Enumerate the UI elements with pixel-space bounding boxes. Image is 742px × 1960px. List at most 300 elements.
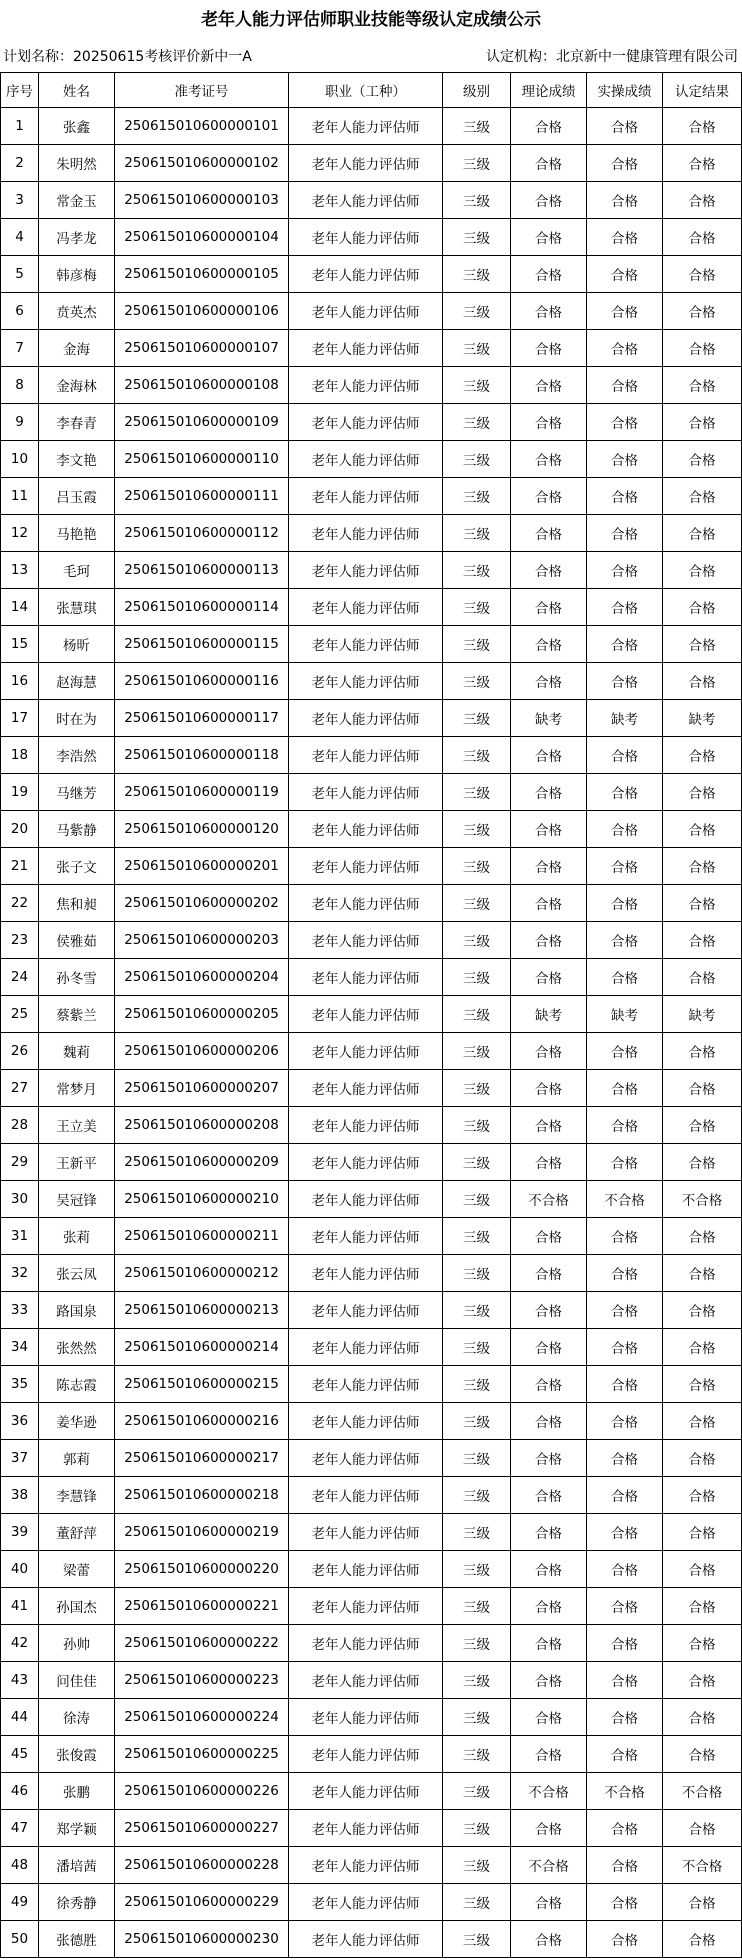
- cell-level: 三级: [443, 1773, 511, 1810]
- cell-theory-score: 合格: [511, 515, 587, 552]
- cell-seq: 44: [1, 1699, 39, 1736]
- cell-practical-score: 合格: [587, 922, 663, 959]
- cell-result: 合格: [663, 1329, 742, 1366]
- table-row: [1, 182, 742, 219]
- cell-theory-score: 合格: [511, 367, 587, 404]
- cell-practical-score: 合格: [587, 1588, 663, 1625]
- cell-occupation: 老年人能力评估师: [289, 1070, 443, 1107]
- table-row: [1, 1477, 742, 1514]
- cell-level: 三级: [443, 1514, 511, 1551]
- cell-exam-id: 250615010600000112: [115, 515, 289, 552]
- cell-exam-id: 250615010600000206: [115, 1033, 289, 1070]
- cell-practical-score: 合格: [587, 1662, 663, 1699]
- cell-result: 合格: [663, 1588, 742, 1625]
- cell-theory-score: 合格: [511, 1810, 587, 1847]
- cell-seq: 39: [1, 1514, 39, 1551]
- table-row: [1, 737, 742, 774]
- cell-name: 毛珂: [39, 552, 115, 589]
- cell-exam-id: 250615010600000120: [115, 811, 289, 848]
- cell-seq: 28: [1, 1107, 39, 1144]
- cell-theory-score: 合格: [511, 626, 587, 663]
- cell-practical-score: 缺考: [587, 700, 663, 737]
- cell-level: 三级: [443, 885, 511, 922]
- cell-practical-score: 合格: [587, 219, 663, 256]
- cell-result: 合格: [663, 1440, 742, 1477]
- header-name: 姓名: [39, 73, 115, 108]
- cell-result: 合格: [663, 1921, 742, 1958]
- cell-theory-score: 不合格: [511, 1181, 587, 1218]
- cell-practical-score: 合格: [587, 1736, 663, 1773]
- cell-name: 焦和昶: [39, 885, 115, 922]
- cell-level: 三级: [443, 552, 511, 589]
- cell-theory-score: 合格: [511, 1255, 587, 1292]
- header-result: 认定结果: [663, 73, 742, 108]
- cell-seq: 37: [1, 1440, 39, 1477]
- cell-occupation: 老年人能力评估师: [289, 367, 443, 404]
- cell-level: 三级: [443, 1625, 511, 1662]
- cell-name: 时在为: [39, 700, 115, 737]
- cell-result: 合格: [663, 848, 742, 885]
- cell-level: 三级: [443, 478, 511, 515]
- cell-name: 朱明然: [39, 145, 115, 182]
- cell-level: 三级: [443, 219, 511, 256]
- cell-result: 合格: [663, 663, 742, 700]
- cell-seq: 14: [1, 589, 39, 626]
- cell-level: 三级: [443, 182, 511, 219]
- cell-theory-score: 合格: [511, 1477, 587, 1514]
- cell-result: 缺考: [663, 700, 742, 737]
- cell-theory-score: 合格: [511, 959, 587, 996]
- cell-seq: 21: [1, 848, 39, 885]
- cell-practical-score: 合格: [587, 811, 663, 848]
- cell-occupation: 老年人能力评估师: [289, 1033, 443, 1070]
- cell-practical-score: 合格: [587, 1921, 663, 1958]
- table-row: [1, 922, 742, 959]
- cell-occupation: 老年人能力评估师: [289, 1107, 443, 1144]
- cell-level: 三级: [443, 1181, 511, 1218]
- cell-name: 侯雅茹: [39, 922, 115, 959]
- cell-result: 不合格: [663, 1181, 742, 1218]
- cell-result: 合格: [663, 811, 742, 848]
- cell-exam-id: 250615010600000218: [115, 1477, 289, 1514]
- cell-level: 三级: [443, 293, 511, 330]
- cell-theory-score: 合格: [511, 1144, 587, 1181]
- cell-seq: 48: [1, 1847, 39, 1884]
- cell-occupation: 老年人能力评估师: [289, 1810, 443, 1847]
- cell-theory-score: 合格: [511, 663, 587, 700]
- cell-occupation: 老年人能力评估师: [289, 441, 443, 478]
- cell-exam-id: 250615010600000103: [115, 182, 289, 219]
- cell-exam-id: 250615010600000208: [115, 1107, 289, 1144]
- cell-occupation: 老年人能力评估师: [289, 1255, 443, 1292]
- cell-result: 合格: [663, 404, 742, 441]
- cell-seq: 11: [1, 478, 39, 515]
- cell-result: 合格: [663, 959, 742, 996]
- cell-level: 三级: [443, 1218, 511, 1255]
- cell-occupation: 老年人能力评估师: [289, 293, 443, 330]
- cell-name: 郑学颖: [39, 1810, 115, 1847]
- cell-practical-score: 合格: [587, 1477, 663, 1514]
- cell-level: 三级: [443, 108, 511, 145]
- cell-theory-score: 合格: [511, 478, 587, 515]
- cell-result: 合格: [663, 1107, 742, 1144]
- cell-name: 郭莉: [39, 1440, 115, 1477]
- cell-name: 张云凤: [39, 1255, 115, 1292]
- cell-name: 李文艳: [39, 441, 115, 478]
- cell-seq: 18: [1, 737, 39, 774]
- cell-name: 马紫静: [39, 811, 115, 848]
- cell-result: 合格: [663, 1366, 742, 1403]
- cell-seq: 5: [1, 256, 39, 293]
- cell-name: 路国泉: [39, 1292, 115, 1329]
- cell-result: 合格: [663, 1144, 742, 1181]
- cell-theory-score: 合格: [511, 811, 587, 848]
- table-row: [1, 219, 742, 256]
- cell-occupation: 老年人能力评估师: [289, 959, 443, 996]
- cell-practical-score: 合格: [587, 1625, 663, 1662]
- cell-exam-id: 250615010600000226: [115, 1773, 289, 1810]
- cell-seq: 32: [1, 1255, 39, 1292]
- table-row: [1, 885, 742, 922]
- cell-seq: 40: [1, 1551, 39, 1588]
- cell-practical-score: 合格: [587, 959, 663, 996]
- cell-practical-score: 合格: [587, 404, 663, 441]
- cell-exam-id: 250615010600000102: [115, 145, 289, 182]
- cell-level: 三级: [443, 1144, 511, 1181]
- cell-practical-score: 合格: [587, 256, 663, 293]
- cell-name: 杨昕: [39, 626, 115, 663]
- cell-exam-id: 250615010600000205: [115, 996, 289, 1033]
- cell-practical-score: 合格: [587, 367, 663, 404]
- cell-exam-id: 250615010600000227: [115, 1810, 289, 1847]
- cell-theory-score: 合格: [511, 848, 587, 885]
- cell-seq: 25: [1, 996, 39, 1033]
- cell-exam-id: 250615010600000105: [115, 256, 289, 293]
- cell-theory-score: 合格: [511, 404, 587, 441]
- cell-seq: 19: [1, 774, 39, 811]
- cell-level: 三级: [443, 996, 511, 1033]
- table-row: [1, 1810, 742, 1847]
- cell-occupation: 老年人能力评估师: [289, 182, 443, 219]
- cell-practical-score: 合格: [587, 293, 663, 330]
- cell-name: 冯孝龙: [39, 219, 115, 256]
- cell-occupation: 老年人能力评估师: [289, 330, 443, 367]
- cell-level: 三级: [443, 1588, 511, 1625]
- table-row: [1, 626, 742, 663]
- cell-exam-id: 250615010600000209: [115, 1144, 289, 1181]
- cell-occupation: 老年人能力评估师: [289, 515, 443, 552]
- cell-occupation: 老年人能力评估师: [289, 1551, 443, 1588]
- header-practical-score: 实操成绩: [587, 73, 663, 108]
- cell-seq: 26: [1, 1033, 39, 1070]
- table-row: [1, 1292, 742, 1329]
- cell-practical-score: 合格: [587, 1810, 663, 1847]
- table-row: [1, 515, 742, 552]
- table-row: [1, 1218, 742, 1255]
- cell-result: 合格: [663, 1477, 742, 1514]
- cell-occupation: 老年人能力评估师: [289, 885, 443, 922]
- cell-result: 合格: [663, 330, 742, 367]
- cell-name: 李浩然: [39, 737, 115, 774]
- table-row: [1, 1514, 742, 1551]
- cell-seq: 13: [1, 552, 39, 589]
- cell-exam-id: 250615010600000222: [115, 1625, 289, 1662]
- cell-name: 张俊霞: [39, 1736, 115, 1773]
- cell-occupation: 老年人能力评估师: [289, 1366, 443, 1403]
- header-exam-id: 准考证号: [115, 73, 289, 108]
- cell-level: 三级: [443, 1477, 511, 1514]
- cell-practical-score: 合格: [587, 478, 663, 515]
- cell-level: 三级: [443, 959, 511, 996]
- cell-occupation: 老年人能力评估师: [289, 848, 443, 885]
- results-table: [0, 72, 742, 1958]
- table-row: [1, 1884, 742, 1921]
- cell-seq: 42: [1, 1625, 39, 1662]
- cell-theory-score: 合格: [511, 1403, 587, 1440]
- cell-occupation: 老年人能力评估师: [289, 774, 443, 811]
- cell-seq: 10: [1, 441, 39, 478]
- cell-result: 合格: [663, 1551, 742, 1588]
- meta-line: [0, 40, 742, 72]
- cell-practical-score: 合格: [587, 589, 663, 626]
- cell-result: 合格: [663, 515, 742, 552]
- cell-seq: 12: [1, 515, 39, 552]
- cell-occupation: 老年人能力评估师: [289, 1773, 443, 1810]
- cell-practical-score: 合格: [587, 1551, 663, 1588]
- header-occupation: 职业（工种）: [289, 73, 443, 108]
- cell-occupation: 老年人能力评估师: [289, 1477, 443, 1514]
- cell-exam-id: 250615010600000108: [115, 367, 289, 404]
- cell-seq: 24: [1, 959, 39, 996]
- cell-level: 三级: [443, 1810, 511, 1847]
- cell-seq: 1: [1, 108, 39, 145]
- cell-theory-score: 合格: [511, 1551, 587, 1588]
- cell-occupation: 老年人能力评估师: [289, 996, 443, 1033]
- cell-level: 三级: [443, 256, 511, 293]
- cell-level: 三级: [443, 1366, 511, 1403]
- cell-level: 三级: [443, 1033, 511, 1070]
- cell-name: 常梦月: [39, 1070, 115, 1107]
- header-seq: 序号: [1, 73, 39, 108]
- cell-exam-id: 250615010600000204: [115, 959, 289, 996]
- cell-seq: 36: [1, 1403, 39, 1440]
- table-row: [1, 330, 742, 367]
- cell-result: 合格: [663, 293, 742, 330]
- cell-theory-score: 合格: [511, 1625, 587, 1662]
- cell-practical-score: 合格: [587, 1329, 663, 1366]
- cell-occupation: 老年人能力评估师: [289, 1847, 443, 1884]
- cell-exam-id: 250615010600000110: [115, 441, 289, 478]
- table-row: [1, 145, 742, 182]
- cell-name: 徐涛: [39, 1699, 115, 1736]
- cell-seq: 41: [1, 1588, 39, 1625]
- table-row: [1, 1773, 742, 1810]
- cell-name: 贲英杰: [39, 293, 115, 330]
- cell-name: 张德胜: [39, 1921, 115, 1958]
- cell-exam-id: 250615010600000116: [115, 663, 289, 700]
- cell-seq: 33: [1, 1292, 39, 1329]
- table-row: [1, 1403, 742, 1440]
- table-row: [1, 996, 742, 1033]
- cell-theory-score: 合格: [511, 774, 587, 811]
- cell-name: 李春青: [39, 404, 115, 441]
- cell-practical-score: 合格: [587, 108, 663, 145]
- cell-theory-score: 不合格: [511, 1773, 587, 1810]
- cell-level: 三级: [443, 1551, 511, 1588]
- table-row: [1, 1181, 742, 1218]
- cell-level: 三级: [443, 1403, 511, 1440]
- cell-exam-id: 250615010600000113: [115, 552, 289, 589]
- cell-occupation: 老年人能力评估师: [289, 1625, 443, 1662]
- cell-name: 张鹏: [39, 1773, 115, 1810]
- cell-result: 合格: [663, 1625, 742, 1662]
- cell-practical-score: 合格: [587, 145, 663, 182]
- cell-name: 王新平: [39, 1144, 115, 1181]
- cell-name: 王立美: [39, 1107, 115, 1144]
- table-row: [1, 1107, 742, 1144]
- cell-practical-score: 合格: [587, 663, 663, 700]
- cell-exam-id: 250615010600000223: [115, 1662, 289, 1699]
- cell-exam-id: 250615010600000213: [115, 1292, 289, 1329]
- cell-theory-score: 合格: [511, 1588, 587, 1625]
- cell-exam-id: 250615010600000119: [115, 774, 289, 811]
- cell-result: 合格: [663, 1699, 742, 1736]
- cell-theory-score: 合格: [511, 1107, 587, 1144]
- cell-theory-score: 合格: [511, 885, 587, 922]
- cell-occupation: 老年人能力评估师: [289, 108, 443, 145]
- cell-exam-id: 250615010600000118: [115, 737, 289, 774]
- table-row: [1, 1847, 742, 1884]
- table-row: [1, 1921, 742, 1958]
- cell-result: 合格: [663, 256, 742, 293]
- cell-occupation: 老年人能力评估师: [289, 1514, 443, 1551]
- cell-result: 合格: [663, 1255, 742, 1292]
- cell-name: 吕玉霞: [39, 478, 115, 515]
- cell-theory-score: 合格: [511, 922, 587, 959]
- cell-result: 合格: [663, 108, 742, 145]
- cell-occupation: 老年人能力评估师: [289, 922, 443, 959]
- table-row: [1, 1329, 742, 1366]
- cell-practical-score: 合格: [587, 737, 663, 774]
- cell-result: 合格: [663, 1810, 742, 1847]
- cell-name: 张慧琪: [39, 589, 115, 626]
- cell-level: 三级: [443, 774, 511, 811]
- cell-name: 赵海慧: [39, 663, 115, 700]
- cell-seq: 3: [1, 182, 39, 219]
- plan-name: 计划名称：20250615考核评价新中一A: [3, 49, 252, 65]
- cell-seq: 4: [1, 219, 39, 256]
- cell-theory-score: 合格: [511, 293, 587, 330]
- cell-occupation: 老年人能力评估师: [289, 626, 443, 663]
- cell-theory-score: 合格: [511, 552, 587, 589]
- cell-theory-score: 合格: [511, 145, 587, 182]
- cell-occupation: 老年人能力评估师: [289, 145, 443, 182]
- cell-theory-score: 不合格: [511, 1847, 587, 1884]
- table-row: [1, 1033, 742, 1070]
- cell-practical-score: 合格: [587, 1292, 663, 1329]
- cell-result: 合格: [663, 922, 742, 959]
- cell-occupation: 老年人能力评估师: [289, 1181, 443, 1218]
- table-row: [1, 478, 742, 515]
- cell-seq: 2: [1, 145, 39, 182]
- table-row: [1, 848, 742, 885]
- cell-practical-score: 合格: [587, 1884, 663, 1921]
- cell-exam-id: 250615010600000115: [115, 626, 289, 663]
- cell-exam-id: 250615010600000201: [115, 848, 289, 885]
- table-row: [1, 589, 742, 626]
- cell-practical-score: 合格: [587, 848, 663, 885]
- cell-practical-score: 合格: [587, 1366, 663, 1403]
- cell-level: 三级: [443, 330, 511, 367]
- table-row: [1, 1144, 742, 1181]
- table-row: [1, 367, 742, 404]
- cell-exam-id: 250615010600000221: [115, 1588, 289, 1625]
- cell-occupation: 老年人能力评估师: [289, 219, 443, 256]
- cell-seq: 35: [1, 1366, 39, 1403]
- cell-name: 魏莉: [39, 1033, 115, 1070]
- cell-level: 三级: [443, 737, 511, 774]
- cell-theory-score: 合格: [511, 1292, 587, 1329]
- cell-occupation: 老年人能力评估师: [289, 478, 443, 515]
- cell-level: 三级: [443, 1329, 511, 1366]
- cell-theory-score: 合格: [511, 441, 587, 478]
- cell-name: 李慧锋: [39, 1477, 115, 1514]
- cell-exam-id: 250615010600000225: [115, 1736, 289, 1773]
- cell-name: 问佳佳: [39, 1662, 115, 1699]
- cell-name: 张子文: [39, 848, 115, 885]
- cell-theory-score: 合格: [511, 1070, 587, 1107]
- cell-level: 三级: [443, 367, 511, 404]
- cell-practical-score: 合格: [587, 1033, 663, 1070]
- cell-result: 合格: [663, 1736, 742, 1773]
- cell-exam-id: 250615010600000117: [115, 700, 289, 737]
- cell-exam-id: 250615010600000219: [115, 1514, 289, 1551]
- cell-result: 合格: [663, 626, 742, 663]
- cell-theory-score: 合格: [511, 737, 587, 774]
- table-row: [1, 1625, 742, 1662]
- cell-theory-score: 合格: [511, 1033, 587, 1070]
- cell-seq: 46: [1, 1773, 39, 1810]
- cell-name: 张然然: [39, 1329, 115, 1366]
- table-row: [1, 1699, 742, 1736]
- cell-occupation: 老年人能力评估师: [289, 811, 443, 848]
- cell-theory-score: 合格: [511, 589, 587, 626]
- cell-exam-id: 250615010600000220: [115, 1551, 289, 1588]
- cell-seq: 31: [1, 1218, 39, 1255]
- cell-practical-score: 合格: [587, 1514, 663, 1551]
- cell-seq: 20: [1, 811, 39, 848]
- cell-theory-score: 缺考: [511, 996, 587, 1033]
- cell-occupation: 老年人能力评估师: [289, 663, 443, 700]
- cell-level: 三级: [443, 145, 511, 182]
- cell-result: 合格: [663, 145, 742, 182]
- cell-result: 合格: [663, 1033, 742, 1070]
- cell-result: 合格: [663, 1662, 742, 1699]
- cell-result: 合格: [663, 1514, 742, 1551]
- cell-seq: 15: [1, 626, 39, 663]
- table-row: [1, 293, 742, 330]
- cell-occupation: 老年人能力评估师: [289, 256, 443, 293]
- cell-occupation: 老年人能力评估师: [289, 1662, 443, 1699]
- cell-level: 三级: [443, 1736, 511, 1773]
- cell-level: 三级: [443, 515, 511, 552]
- page-title: 老年人能力评估师职业技能等级认定成绩公示: [201, 10, 541, 30]
- cell-practical-score: 合格: [587, 1144, 663, 1181]
- cell-level: 三级: [443, 922, 511, 959]
- table-row: [1, 959, 742, 996]
- cell-seq: 49: [1, 1884, 39, 1921]
- cell-exam-id: 250615010600000228: [115, 1847, 289, 1884]
